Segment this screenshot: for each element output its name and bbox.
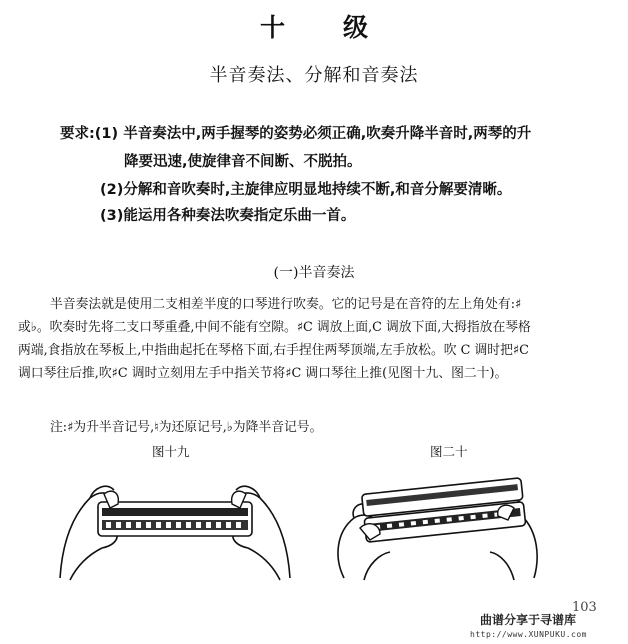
requirement-line-3: (3)能运用各种奏法吹奏指定乐曲一首。 <box>100 208 356 224</box>
note-line: 注:♯为升半音记号,♮为还原记号,♭为降半音记号。 <box>50 420 323 435</box>
paragraph-line: 半音奏法就是使用二支相差半度的口琴进行吹奏。它的记号是在音符的左上角处有:♯ <box>50 297 522 312</box>
figure-19-caption: 图十九 <box>152 444 190 459</box>
paragraph-line: 调口琴往后推,吹♯C 调时立刻用左手中指关节将♯C 调口琴往上推(见图十九、图二十)。 <box>18 366 508 381</box>
requirement-line-2: (2)分解和音吹奏时,主旋律应明显地持续不断,和音分解要清晰。 <box>100 182 512 198</box>
lesson-subtitle: 半音奏法、分解和音奏法 <box>209 65 419 86</box>
page-number: 103 <box>572 600 597 615</box>
figure-20-caption: 图二十 <box>430 444 468 459</box>
paragraph-line: 或♭。吹奏时先将二支口琴重叠,中间不能有空隙。♯C 调放上面,C 调放下面,大拇指放在琴格 <box>18 320 531 335</box>
section-heading: (一)半音奏法 <box>273 265 355 281</box>
requirement-line-1: 要求:(1) 半音奏法中,两手握琴的姿势必须正确,吹奏升降半音时,两琴的升 <box>60 126 532 142</box>
requirement-line-1-continued: 降要迅速,使旋律音不间断、不脱拍。 <box>124 154 362 170</box>
watermark-url[interactable]: http://www.XUNPUKU.com <box>470 630 587 639</box>
figure-19-harmonica-illustration <box>50 468 300 588</box>
figure-20-harmonica-illustration <box>324 468 564 588</box>
page-title: 十级 <box>259 13 426 42</box>
paragraph-line: 两端,食指放在琴板上,中指曲起托在琴格下面,右手捏住两琴顶端,左手放松。吹 C 调时把♯C <box>18 343 529 358</box>
watermark-text: 曲谱分享于寻谱库 <box>480 613 577 627</box>
